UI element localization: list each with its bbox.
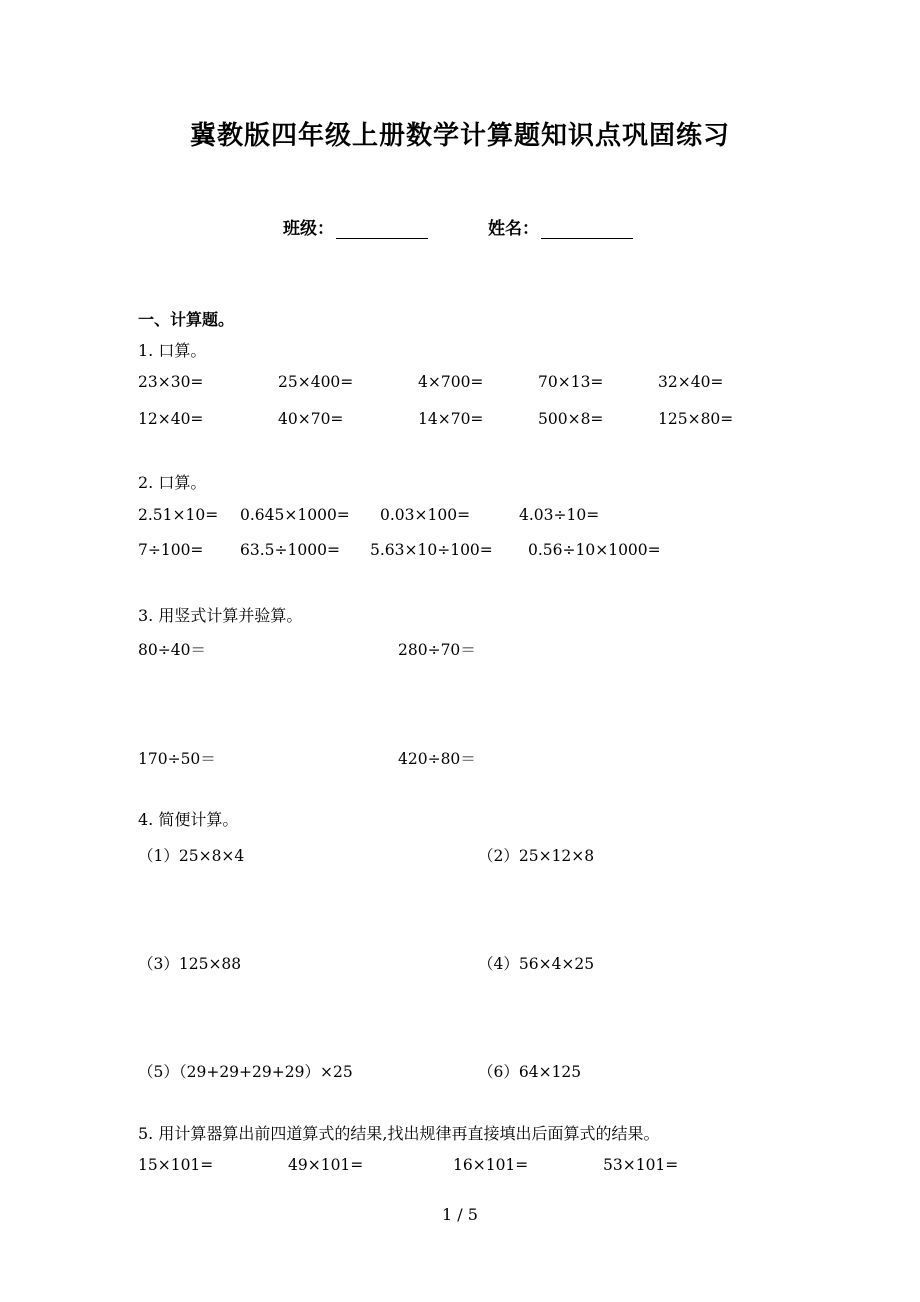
calc-item: 53×101= bbox=[603, 1156, 679, 1174]
question-5-label: 5. 用计算器算出前四道算式的结果,找出规律再直接填出后面算式的结果。 bbox=[138, 1124, 660, 1143]
page-number: 1 / 5 bbox=[442, 1205, 478, 1224]
calc-item: （5）（29+29+29+29）×25 bbox=[138, 1063, 353, 1081]
question-1-label: 1. 口算。 bbox=[138, 341, 207, 360]
calc-item: 40×70= bbox=[278, 410, 344, 428]
calc-item: 23×30= bbox=[138, 373, 204, 391]
calc-item: 49×101= bbox=[288, 1156, 364, 1174]
calc-item: 500×8= bbox=[538, 410, 604, 428]
calc-item: 125×80= bbox=[658, 410, 734, 428]
calc-item: 25×400= bbox=[278, 373, 354, 391]
calc-item: （1）25×8×4 bbox=[138, 847, 245, 865]
calc-item: 0.56÷10×1000= bbox=[528, 541, 661, 559]
calc-item: 280÷70＝ bbox=[398, 641, 476, 659]
calc-item: 2.51×10= bbox=[138, 506, 219, 524]
calc-item: （3）125×88 bbox=[138, 955, 242, 973]
section-heading: 一、计算题。 bbox=[138, 310, 235, 329]
class-field bbox=[283, 214, 428, 239]
calc-item: 4.03÷10= bbox=[519, 506, 600, 524]
calc-item: 4×700= bbox=[418, 373, 484, 391]
calc-item: 15×101= bbox=[138, 1156, 214, 1174]
name-field bbox=[488, 214, 633, 239]
question-4-label: 4. 简便计算。 bbox=[138, 810, 239, 829]
calc-item: 32×40= bbox=[658, 373, 724, 391]
class-blank bbox=[336, 220, 428, 239]
calc-item: 0.645×1000= bbox=[240, 506, 350, 524]
name-label: 姓名： bbox=[488, 219, 539, 239]
question-2-label: 2. 口算。 bbox=[138, 473, 207, 492]
calc-item: 0.03×100= bbox=[380, 506, 471, 524]
calc-item: （4）56×4×25 bbox=[478, 955, 595, 973]
name-blank bbox=[541, 220, 633, 239]
calc-item: 80÷40＝ bbox=[138, 641, 206, 659]
question-3-label: 3. 用竖式计算并验算。 bbox=[138, 606, 303, 625]
class-label: 班级： bbox=[283, 219, 334, 239]
calc-item: 12×40= bbox=[138, 410, 204, 428]
calc-item: （2）25×12×8 bbox=[478, 847, 595, 865]
calc-item: 7÷100= bbox=[138, 541, 204, 559]
calc-item: （6）64×125 bbox=[478, 1063, 582, 1081]
calc-item: 420÷80＝ bbox=[398, 750, 476, 768]
calc-item: 170÷50＝ bbox=[138, 750, 216, 768]
calc-item: 16×101= bbox=[453, 1156, 529, 1174]
calc-item: 14×70= bbox=[418, 410, 484, 428]
calc-item: 70×13= bbox=[538, 373, 604, 391]
page-title: 冀教版四年级上册数学计算题知识点巩固练习 bbox=[189, 121, 730, 151]
calc-item: 5.63×10÷100= bbox=[370, 541, 493, 559]
calc-item: 63.5÷1000= bbox=[240, 541, 340, 559]
